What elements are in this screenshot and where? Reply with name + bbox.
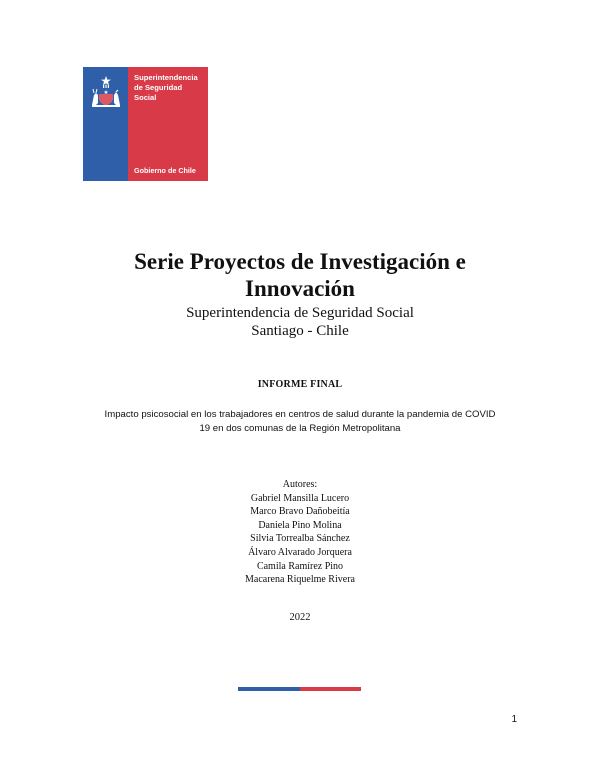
page-number: 1 <box>511 714 517 725</box>
publication-year: 2022 <box>289 612 311 623</box>
authors-list <box>0 478 600 587</box>
institution-subtitle <box>0 304 600 340</box>
report-title-line-2: 19 en dos comunas de la Región Metropolitana <box>199 423 401 434</box>
report-type-label: INFORME FINAL <box>257 379 343 390</box>
author-name: Silvia Torrealba Sánchez <box>250 533 350 545</box>
author-name: Daniela Pino Molina <box>258 519 342 531</box>
author-name: Macarena Riquelme Rivera <box>245 574 355 586</box>
authors-heading: Autores: <box>282 479 318 490</box>
author-name: Gabriel Mansilla Lucero <box>250 492 350 504</box>
logo-institution-name <box>134 73 208 103</box>
subtitle-line-1: Superintendencia de Seguridad Social <box>186 305 414 321</box>
institution-logo <box>83 67 208 181</box>
logo-blue-panel <box>83 67 128 181</box>
subtitle-line-2: Santiago - Chile <box>251 323 349 339</box>
flag-bar-red-segment <box>300 687 362 691</box>
author-name: Camila Ramírez Pino <box>256 560 344 572</box>
series-title-line-1: Serie Proyectos de Investigación e <box>134 249 466 274</box>
logo-line-1: Superintendencia <box>134 73 198 82</box>
flag-bar-blue-segment <box>238 687 300 691</box>
series-title-line-2: Innovación <box>245 276 355 301</box>
logo-red-panel <box>128 67 208 181</box>
coat-of-arms-icon <box>87 75 125 109</box>
logo-line-2: de Seguridad <box>134 83 183 92</box>
author-name: Álvaro Alvarado Jorquera <box>248 546 352 558</box>
report-title-line-1: Impacto psicosocial en los trabajadores en centros de salud durante la pandemia de COVID <box>104 409 496 420</box>
flag-color-bar <box>238 687 361 691</box>
logo-government-label: Gobierno de Chile <box>134 166 196 175</box>
series-title <box>0 248 600 302</box>
report-title <box>0 408 600 436</box>
author-name: Marco Bravo Dañobeitía <box>250 506 350 518</box>
logo-line-3: Social <box>134 93 157 102</box>
